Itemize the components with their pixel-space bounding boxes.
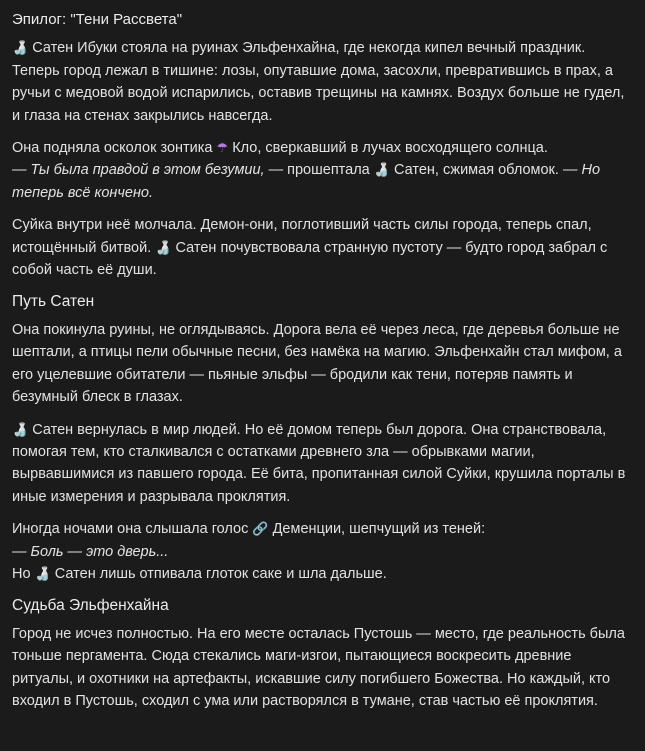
paragraph-text: Кло, сверкавший в лучах восходящего солнца. bbox=[232, 140, 548, 157]
paragraph-text: Она покинула руины, не оглядываясь. Дорога вела её через леса, где деревья больше не шептали, а птицы пели обычные песни, без намёка на магию. Эльфенхайн стал мифом, а его уцелевшие обитатели — пьяные эльфы — бродили как тени, потеряв память и безумный блеск в глазах. bbox=[12, 321, 622, 406]
dialogue-line: — Боль — это дверь... bbox=[12, 543, 169, 560]
paragraph-umbrella bbox=[12, 137, 631, 204]
paragraph-text: Сатен, сжимая обломок. bbox=[393, 162, 559, 179]
sake-bottle-icon: 🍶 bbox=[155, 240, 172, 256]
section-heading-path: Путь Сатен bbox=[12, 293, 95, 311]
dialogue-line: — Ты была правдой в этом безумии, bbox=[12, 162, 265, 179]
paragraph-wasteland bbox=[12, 623, 631, 713]
paragraph-text: Сатен Ибуки стояла на руинах Эльфенхайна, где некогда кипел вечный праздник. Теперь город лежал в тишине: лозы, опутавшие дома, засохли, превратившись в прах, а ручьи с медовой водой испарились, оставив трещины на камнях. Воздух больше не гудел, и глаза на стенах закрылись навсегда. bbox=[12, 40, 625, 124]
paragraph-text: Суйка внутри неё молчала. Демон-они, поглотивший часть силы города, теперь спал, истощённый битвой. bbox=[12, 217, 592, 256]
paragraph-wandering bbox=[12, 419, 631, 509]
sake-bottle-icon: 🍶 bbox=[373, 163, 390, 179]
paragraph-ruins bbox=[12, 37, 631, 127]
paragraph-journey bbox=[12, 319, 631, 409]
paragraph-text: Город не исчез полностью. На его месте осталась Пустошь — место, где реальность была тоньше пергамента. Сюда стекались маги-изгои, пытающиеся воскресить древние ритуалы, и охотники на артефакты, искавшие силу погибшего Божества. Но каждый, кто входил в Пустошь, сходил с ума или растворялся в тумане, став частью её проклятия. bbox=[12, 625, 625, 709]
paragraph-text: Деменции, шепчущий из теней: bbox=[272, 521, 486, 538]
sake-bottle-icon: 🍶 bbox=[12, 422, 29, 438]
document-title: Эпилог: "Тени Рассвета" bbox=[12, 11, 183, 28]
sake-bottle-icon: 🍶 bbox=[34, 566, 51, 582]
paragraph-text: Сатен вернулась в мир людей. Но её домом теперь был дорога. Она странствовала, помогая тем, кто сталкивался с остатками древнего зла — обрывками магии, вырвавшимися из павшего города. Её бита, пропитанная силой Суйки, крушила порталы в иные измерения и разрывала проклятия. bbox=[12, 421, 626, 505]
paragraph-text: Сатен лишь отпивала глоток саке и шла дальше. bbox=[54, 565, 387, 582]
paragraph-text: Сатен почувствовала странную пустоту — будто город забрал с собой часть её души. bbox=[12, 239, 608, 279]
paragraph-text: Она подняла осколок зонтика bbox=[12, 140, 213, 157]
paragraph-suika bbox=[12, 214, 631, 281]
paragraph-text: Иногда ночами она слышала голос bbox=[12, 521, 249, 538]
link-icon: 🔗 bbox=[252, 522, 269, 538]
sake-bottle-icon: 🍶 bbox=[12, 41, 29, 57]
umbrella-icon: ☂ bbox=[216, 141, 229, 157]
paragraph-voice bbox=[12, 518, 631, 585]
paragraph-text: Но bbox=[12, 565, 31, 582]
paragraph-text: — прошептала bbox=[268, 162, 370, 179]
dialogue-line: — Но теперь всё кончено. bbox=[12, 162, 601, 201]
section-heading-fate: Судьба Эльфенхайна bbox=[12, 597, 169, 615]
